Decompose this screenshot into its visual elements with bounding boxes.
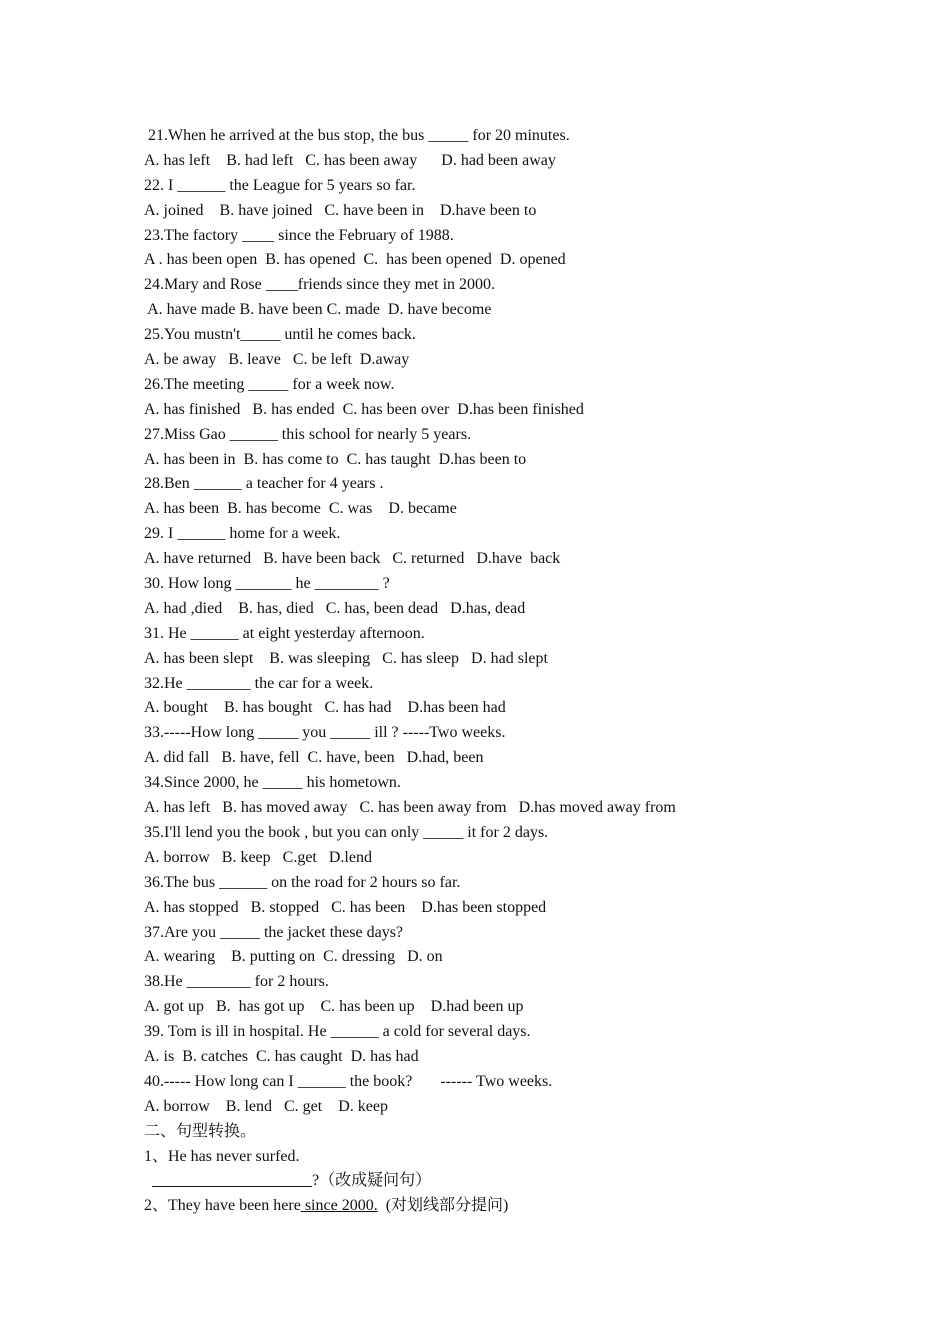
question-options: A. has left B. has moved away C. has been away from D.has moved away from — [144, 799, 676, 817]
question-options: A. has been in B. has come to C. has taught D.has been to — [144, 450, 527, 468]
question-options: A . has been open B. has opened C. has been opened D. opened — [144, 251, 566, 269]
question-stem: 32.He ________ the car for a week. — [144, 674, 374, 692]
question-stem: 23.The factory ____ since the February of 1988. — [144, 226, 454, 244]
question-options: A. bought B. has bought C. has had D.has been had — [144, 699, 506, 717]
question-options: A. has been slept B. was sleeping C. has sleep D. had slept — [144, 649, 548, 667]
transform-item-2-text: 2、They have been here — [144, 1197, 301, 1215]
question-options: A. have made B. have been C. made D. have become — [144, 301, 492, 319]
question-list — [144, 124, 864, 1120]
question-options: A. is B. catches C. has caught D. has had — [144, 1047, 419, 1065]
question-options: A. has been B. has become C. was D. became — [144, 500, 457, 518]
question-stem: 33.-----How long _____ you _____ ill ? -----Two weeks. — [144, 724, 506, 742]
question-options: A. wearing B. putting on C. dressing D. on — [144, 948, 443, 966]
question-options: A. joined B. have joined C. have been in D.have been to — [144, 201, 537, 219]
question-stem: 35.I'll lend you the book , but you can only _____ it for 2 days. — [144, 823, 549, 841]
question-options: A. has stopped B. stopped C. has been D.has been stopped — [144, 898, 547, 916]
transform-item-1: 1、He has never surfed. — [144, 1147, 300, 1165]
question-options: A. had ,died B. has, died C. has, been dead D.has, dead — [144, 599, 526, 617]
answer-instruction: ?（改成疑问句） — [312, 1172, 432, 1190]
section-2-title: 二、句型转换。 — [144, 1122, 257, 1140]
question-stem: 34.Since 2000, he _____ his hometown. — [144, 774, 401, 792]
question-options: A. has left B. had left C. has been away D. had been away — [144, 151, 556, 169]
answer-blank — [152, 1172, 312, 1189]
transform-item-1-answer-line — [144, 1169, 864, 1194]
question-stem: 31. He ______ at eight yesterday afternoon. — [144, 624, 425, 642]
question-stem: 28.Ben ______ a teacher for 4 years . — [144, 475, 384, 493]
question-options: A. borrow B. keep C.get D.lend — [144, 848, 372, 866]
question-options: A. did fall B. have, fell C. have, been D.had, been — [144, 749, 484, 767]
transform-item-2 — [144, 1194, 864, 1219]
question-options: A. have returned B. have been back C. returned D.have back — [144, 550, 561, 568]
question-stem: 21.When he arrived at the bus stop, the bus _____ for 20 minutes. — [144, 127, 570, 144]
question-stem: 26.The meeting _____ for a week now. — [144, 375, 395, 393]
question-options: A. borrow B. lend C. get D. keep — [144, 1097, 388, 1115]
question-options: A. got up B. has got up C. has been up D.had been up — [144, 998, 524, 1016]
question-stem: 25.You mustn't_____ until he comes back. — [144, 326, 416, 344]
question-options: A. has finished B. has ended C. has been over D.has been finished — [144, 400, 584, 418]
question-stem: 30. How long _______ he ________ ? — [144, 575, 390, 593]
question-stem: 39. Tom is ill in hospital. He ______ a cold for several days. — [144, 1023, 531, 1041]
question-stem: 36.The bus ______ on the road for 2 hours so far. — [144, 873, 461, 891]
question-stem: 38.He ________ for 2 hours. — [144, 973, 329, 991]
worksheet-page — [144, 124, 864, 1219]
question-stem: 27.Miss Gao ______ this school for nearly 5 years. — [144, 425, 472, 443]
transform-item-2-instruction: (对划线部分提问) — [377, 1197, 509, 1215]
underlined-phrase: since 2000. — [300, 1197, 378, 1215]
question-stem: 37.Are you _____ the jacket these days? — [144, 923, 404, 941]
question-stem: 24.Mary and Rose ____friends since they met in 2000. — [144, 276, 496, 294]
question-stem: 22. I ______ the League for 5 years so far. — [144, 176, 416, 194]
question-options: A. be away B. leave C. be left D.away — [144, 351, 410, 369]
question-stem: 40.----- How long can I ______ the book? ------ Two weeks. — [144, 1072, 553, 1090]
question-stem: 29. I ______ home for a week. — [144, 525, 341, 543]
